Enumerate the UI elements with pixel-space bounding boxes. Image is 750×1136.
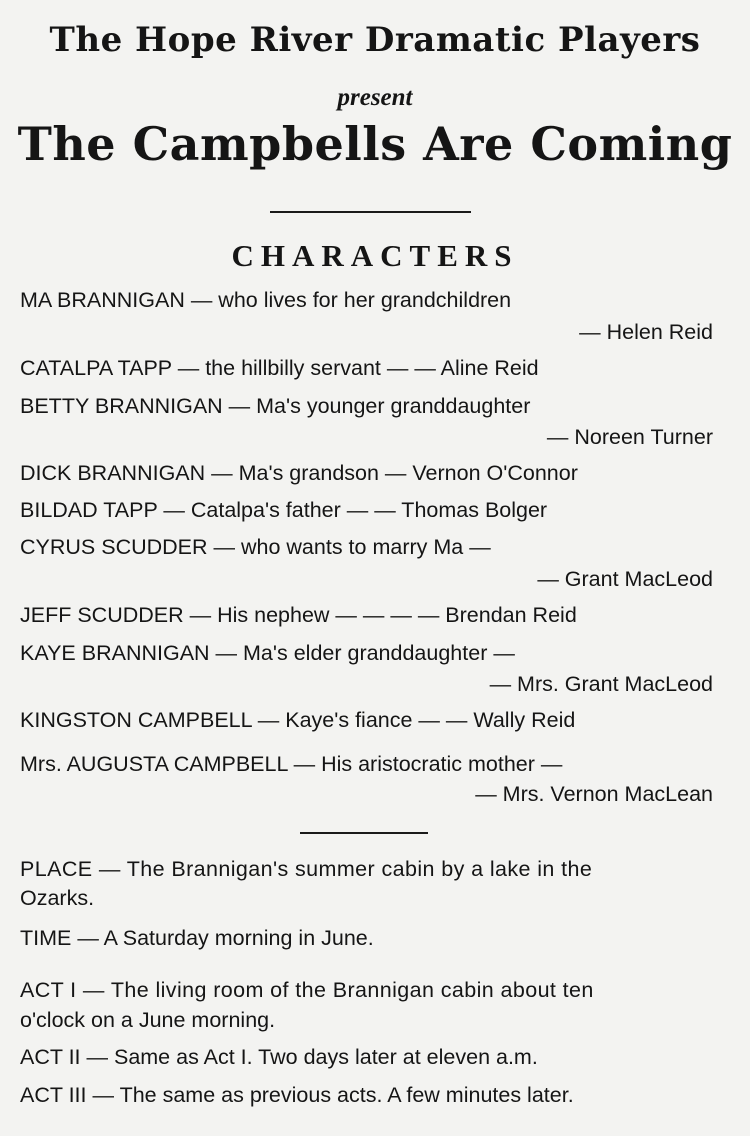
setting-line: ACT I — The living room of the Brannigan cabin about ten	[20, 978, 594, 1002]
setting-line: ACT III — The same as previous acts. A few minutes later.	[20, 1083, 574, 1107]
cast-line: KINGSTON CAMPBELL — Kaye's fiance — — Wally Reid	[20, 708, 576, 732]
setting-line: PLACE — The Brannigan's summer cabin by a lake in the	[20, 857, 593, 881]
cast-line: — Helen Reid	[579, 320, 713, 344]
company-name: The Hope River Dramatic Players	[49, 20, 701, 60]
cast-line: JEFF SCUDDER — His nephew — — — — Brendan Reid	[20, 603, 577, 627]
play-title: The Campbells Are Coming	[17, 117, 733, 171]
cast-line: BILDAD TAPP — Catalpa's father — — Thomas Bolger	[20, 498, 548, 522]
characters-heading: CHARACTERS	[231, 238, 519, 273]
setting-line: TIME — A Saturday morning in June.	[20, 926, 374, 950]
cast-line: MA BRANNIGAN — who lives for her grandchildren	[20, 288, 512, 312]
cast-line: BETTY BRANNIGAN — Ma's younger granddaughter	[20, 394, 531, 418]
setting-line: ACT II — Same as Act I. Two days later at eleven a.m.	[20, 1045, 538, 1069]
divider-top	[270, 211, 471, 213]
cast-line: — Mrs. Grant MacLeod	[489, 672, 713, 696]
cast-line: CATALPA TAPP — the hillbilly servant — — Aline Reid	[20, 356, 539, 380]
cast-line: DICK BRANNIGAN — Ma's grandson — Vernon O'Connor	[20, 461, 578, 485]
setting-line: o'clock on a June morning.	[20, 1008, 276, 1032]
cast-line: — Grant MacLeod	[537, 567, 713, 591]
cast-line: — Noreen Turner	[546, 425, 713, 449]
present-text: present	[337, 84, 413, 111]
cast-line: KAYE BRANNIGAN — Ma's elder granddaughter —	[20, 641, 515, 665]
setting-line: Ozarks.	[20, 886, 95, 910]
cast-line: CYRUS SCUDDER — who wants to marry Ma —	[20, 535, 491, 559]
cast-line: Mrs. AUGUSTA CAMPBELL — His aristocratic mother —	[20, 752, 563, 776]
divider-bottom	[300, 832, 428, 834]
cast-line: — Mrs. Vernon MacLean	[475, 782, 713, 806]
